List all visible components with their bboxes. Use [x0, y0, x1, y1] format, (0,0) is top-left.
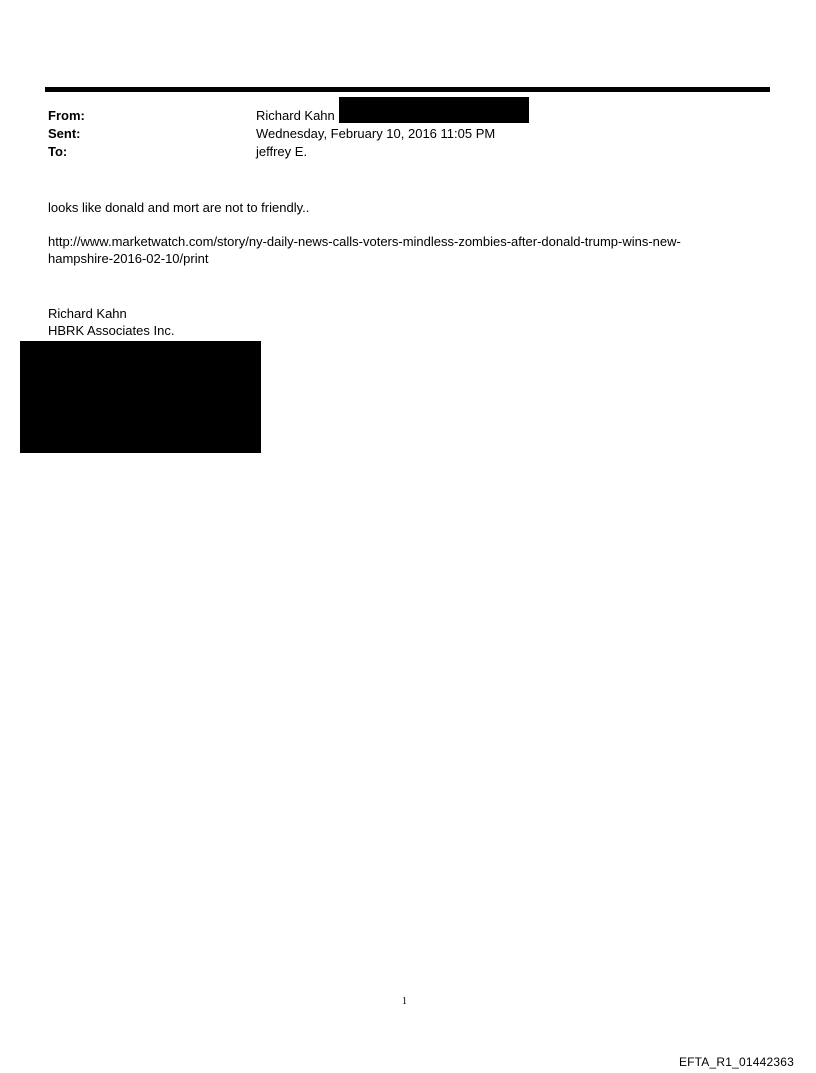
body-url-line-1: http://www.marketwatch.com/story/ny-daily-news-calls-voters-mindless-zombies-after-donald-trump-wins-new-	[48, 234, 681, 249]
to-label: To:	[48, 144, 68, 159]
sent-label: Sent:	[48, 126, 81, 141]
body-message: looks like donald and mort are not to friendly..	[48, 200, 310, 215]
sent-value: Wednesday, February 10, 2016 11:05 PM	[256, 126, 496, 141]
signature-name: Richard Kahn	[48, 306, 127, 321]
redaction-box-email	[339, 97, 529, 123]
body-url-line-2: hampshire-2016-02-10/print	[48, 251, 209, 266]
to-value: jeffrey E.	[256, 144, 308, 159]
from-label: From:	[48, 108, 85, 123]
header-divider	[45, 87, 770, 92]
bates-number: EFTA_R1_01442363	[678, 1055, 794, 1069]
page-number: 1	[402, 996, 407, 1007]
redaction-box-signature	[20, 341, 261, 453]
from-value: Richard Kahn	[256, 108, 335, 123]
signature-company: HBRK Associates Inc.	[48, 323, 175, 338]
